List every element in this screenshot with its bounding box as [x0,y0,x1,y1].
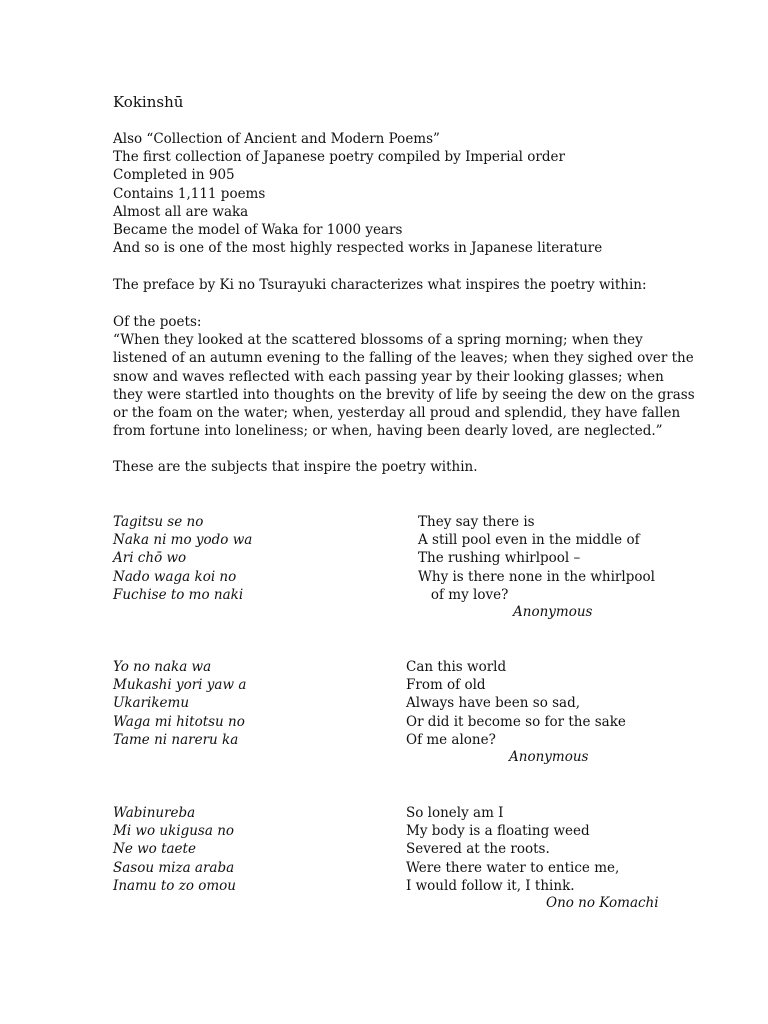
poem-2-japanese [113,658,246,749]
poem-2-english [406,658,626,749]
poem-line: From of old [406,677,486,694]
poem-line: Ukarikemu [113,695,190,712]
poem-line: Or did it become so for the sake [406,713,626,730]
poem-1-english [418,513,655,604]
poem-3-japanese [113,804,236,895]
poem-line: Severed at the roots. [406,841,550,858]
poem-line: A still pool even in the middle of [418,532,640,549]
poem-line: Tame ni nareru ka [113,731,239,748]
poem-line: Mukashi yori yaw a [113,677,247,694]
poem-line: They say there is [418,514,535,530]
subjects-paragraph: These are the subjects that inspire the poetry within. [113,459,478,475]
poem-line: So lonely am I [406,805,504,821]
poem-line: Mi wo ukigusa no [113,823,235,840]
poem-line: My body is a floating weed [406,823,590,840]
poem-line: of my love? [418,586,509,603]
poem-line: Can this world [406,659,507,675]
poem-line: Why is there none in the whirlpool [418,568,655,585]
poem-line: Yo no naka wa [113,659,212,675]
poem-2-author: Anonymous [509,749,589,765]
preface-paragraph: The preface by Ki no Tsurayuki characterizes what inspires the poetry within: [113,277,647,293]
quote-line: or the foam on the water; when, yesterday all proud and splendid, they have fallen [113,405,681,422]
intro-list [113,130,602,257]
poem-line: Nado waga koi no [113,568,237,585]
poem-line: Of me alone? [406,731,496,748]
intro-line: The first collection of Japanese poetry compiled by Imperial order [113,149,565,166]
intro-line: Contains 1,111 poems [113,185,266,202]
poem-line: Wabinureba [113,805,196,821]
quote-line: snow and waves reflected with each passing year by their looking glasses; when [113,368,664,385]
quote-line: from fortune into loneliness; or when, having been dearly loved, are neglected.” [113,423,663,440]
poem-line: Were there water to entice me, [406,859,620,876]
poem-line: The rushing whirlpool – [418,550,581,567]
intro-line: Completed in 905 [113,167,235,184]
poem-3-author: Ono no Komachi [546,895,659,911]
quote-line: they were startled into thoughts on the brevity of life by seeing the dew on the grass [113,386,695,403]
quote-line: Of the poets: [113,314,202,330]
quote-line: listened of an autumn evening to the falling of the leaves; when they sighed over the [113,350,694,367]
intro-line: Also “Collection of Ancient and Modern Poems” [113,131,440,147]
poem-3-english [406,804,619,895]
poem-line: Ari chō wo [113,550,187,567]
poem-line: Inamu to zo omou [113,877,236,894]
poem-line: Sasou miza araba [113,859,235,876]
poem-line: Fuchise to mo naki [113,586,244,603]
quote-line: “When they looked at the scattered blossoms of a spring morning; when they [113,332,643,349]
poem-1-author: Anonymous [513,604,593,620]
intro-line: And so is one of the most highly respected works in Japanese literature [113,240,603,257]
poem-line: Waga mi hitotsu no [113,713,245,730]
intro-line: Almost all are waka [113,203,249,220]
preface-quote [113,314,695,440]
poem-line: Always have been so sad, [406,695,581,712]
intro-line: Became the model of Waka for 1000 years [113,222,403,239]
poem-line: Naka ni mo yodo wa [113,532,253,549]
page-title: Kokinshū [113,93,184,111]
poem-line: I would follow it, I think. [406,877,575,894]
poem-line: Ne wo taete [113,841,196,858]
poem-1-japanese [113,513,252,604]
poem-line: Tagitsu se no [113,514,204,530]
